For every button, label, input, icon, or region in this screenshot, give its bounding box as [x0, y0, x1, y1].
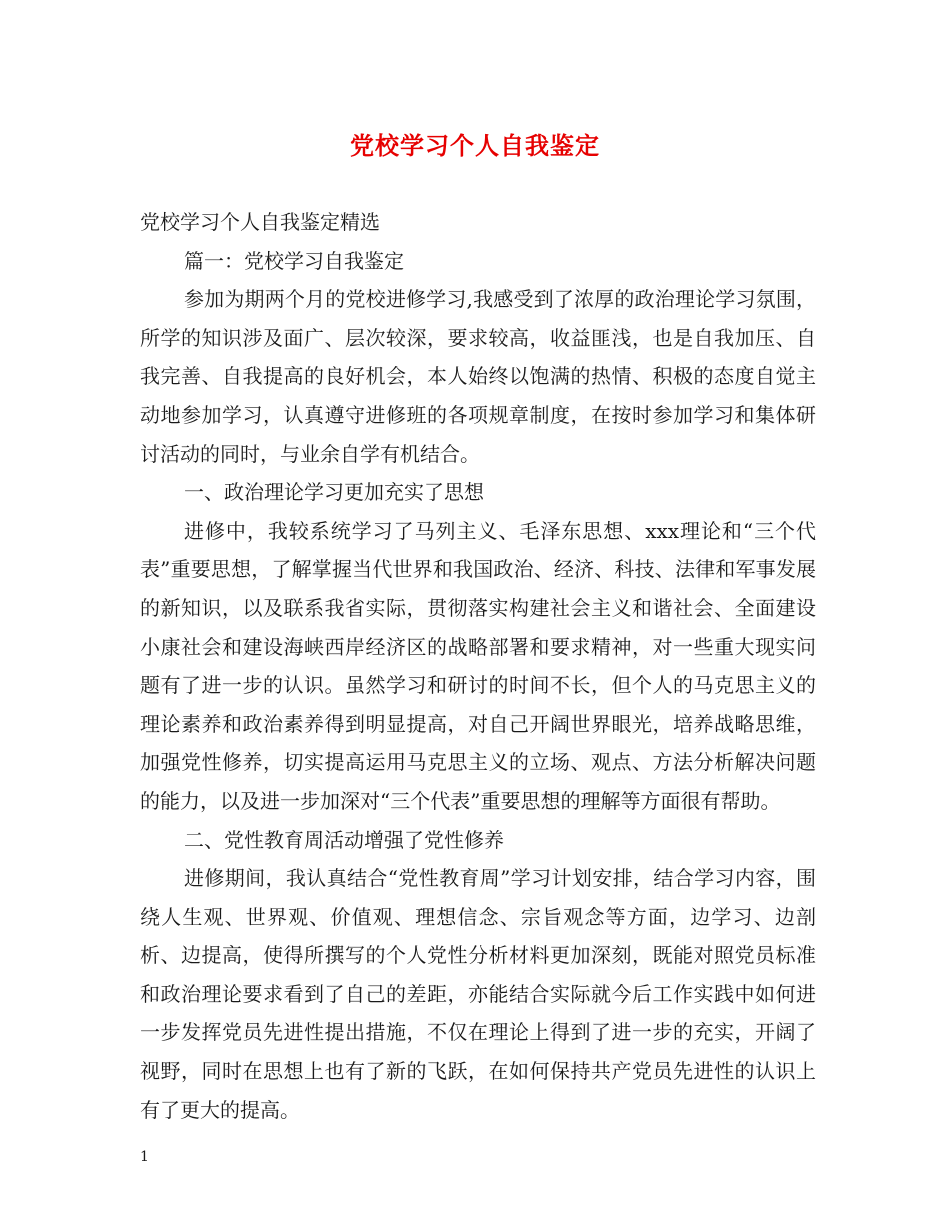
page-number: 1	[140, 1149, 149, 1165]
document-subtitle: 党校学习个人自我鉴定精选	[140, 210, 380, 234]
section-heading-political-theory: 一、政治理论学习更加充实了思想	[184, 480, 484, 505]
document-title: 党校学习个人自我鉴定	[350, 131, 600, 160]
section-heading-party-education: 二、党性教育周活动增强了党性修养	[184, 827, 504, 852]
paragraph-intro: 参加为期两个月的党校进修学习,我感受到了浓厚的政治理论学习氛围，所学的知识涉及面广、层次较深，要求较高，收益匪浅，也是自我加压、自我完善、自我提高的良好机会，本人始终以饱满的热情、积极的态度自觉主动地参加学习，认真遵守进修班的各项规章制度，在按时参加学习和集体研讨活动的同时，与业余自学有机结合。	[140, 287, 816, 466]
document-body	[140, 203, 816, 1129]
paragraph-party-education: 进修期间，我认真结合“党性教育周”学习计划安排，结合学习内容，围绕人生观、世界观、价值观、理想信念、宗旨观念等方面，边学习、边剖析、边提高，使得所撰写的个人党性分析材料更加深刻，既能对照党员标准和政治理论要求看到了自己的差距，亦能结合实际就今后工作实践中如何进一步发挥党员先进性提出措施，不仅在理论上得到了进一步的充实，开阔了视野，同时在思想上也有了新的飞跃，在如何保持共产党员先进性的认识上有了更大的提高。	[140, 866, 816, 1122]
paragraph-political-theory: 进修中，我较系统学习了马列主义、毛泽东思想、xxx理论和“三个代表”重要思想，了解掌握当代世界和我国政治、经济、科技、法律和军事发展的新知识，以及联系我省实际，贯彻落实构建社会主义和谐社会、全面建设小康社会和建设海峡西岸经济区的战略部署和要求精神，对一些重大现实问题有了进一步的认识。虽然学习和研讨的时间不长，但个人的马克思主义的理论素养和政治素养得到明显提高，对自己开阔世界眼光，培养战略思维，加强党性修养，切实提高运用马克思主义的立场、观点、方法分析解决问题的能力，以及进一步加深对“三个代表”重要思想的理解等方面很有帮助。	[140, 518, 816, 813]
section-heading-part-one: 篇一：党校学习自我鉴定	[184, 248, 404, 273]
